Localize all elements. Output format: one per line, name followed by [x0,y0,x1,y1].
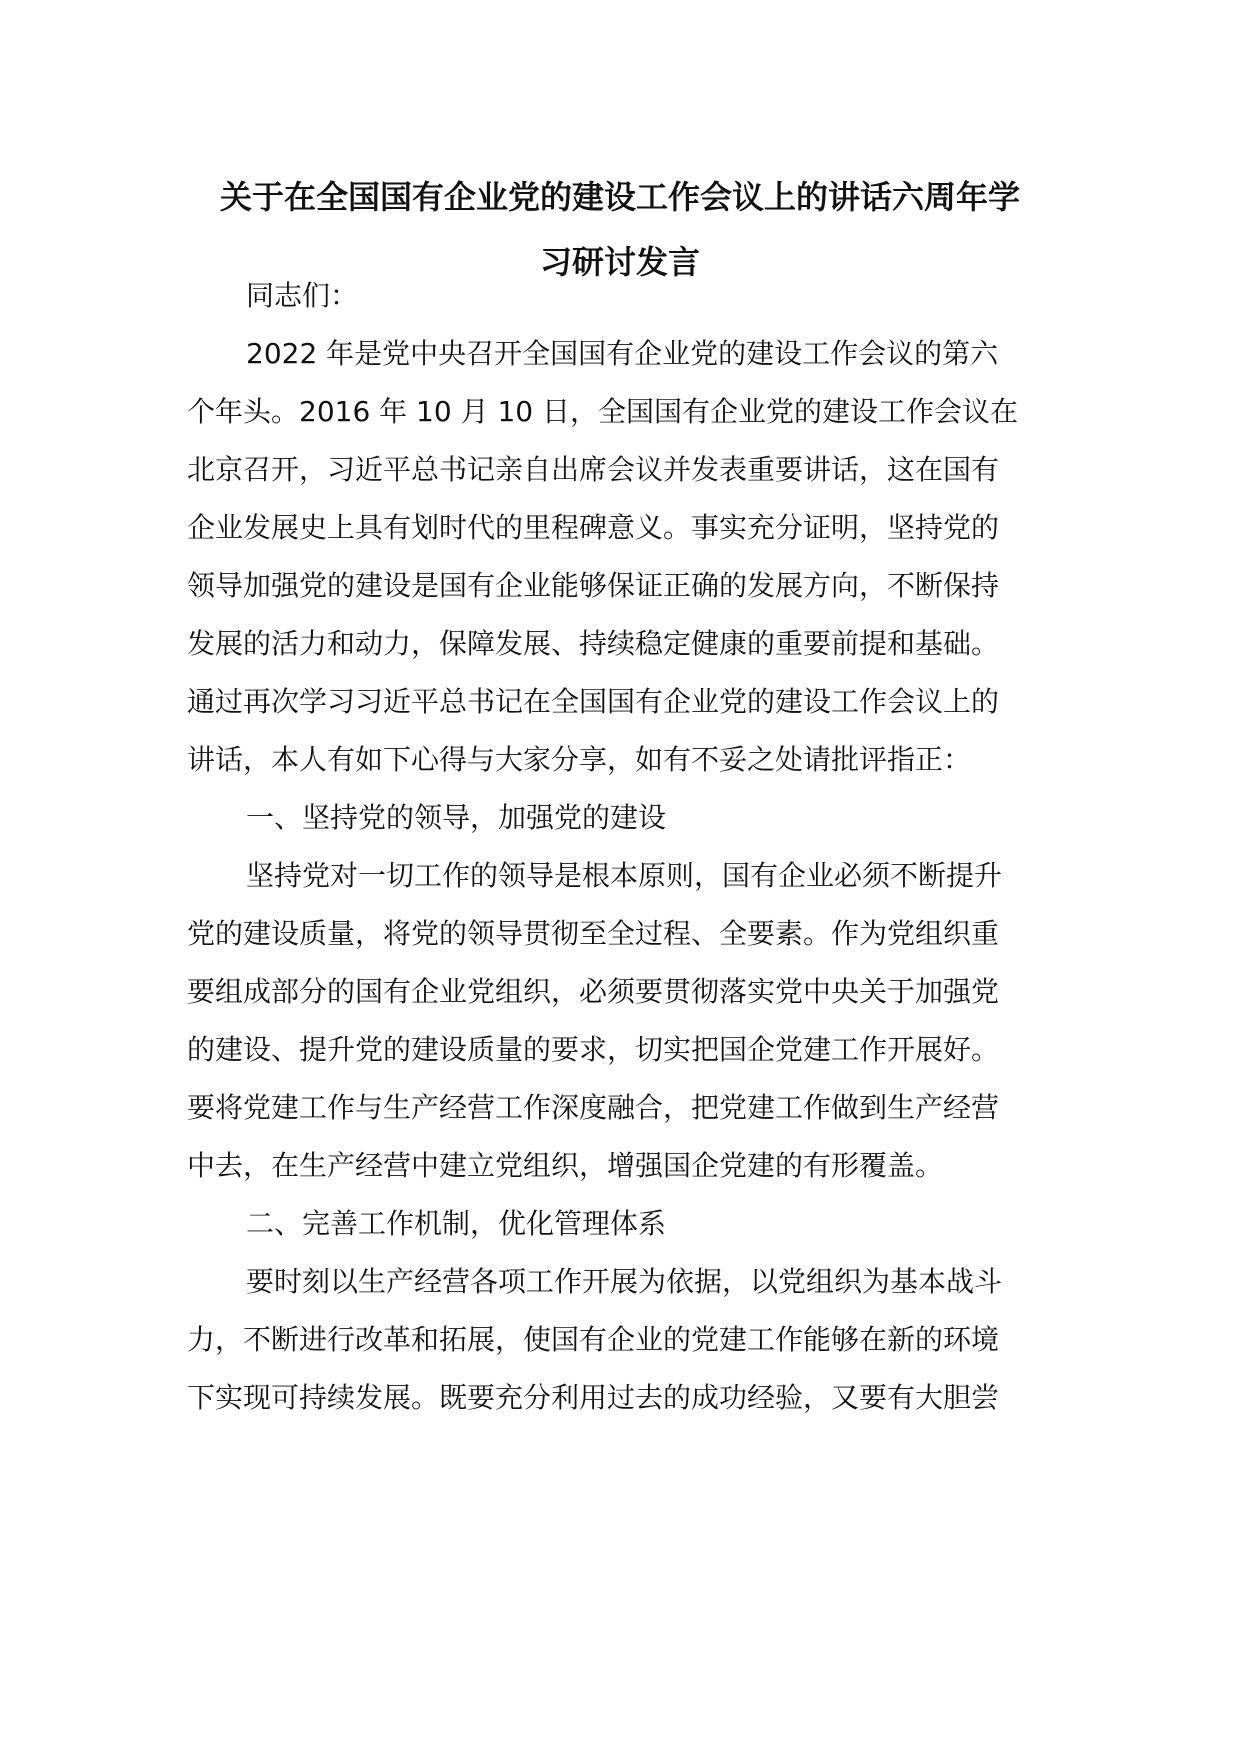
paragraph-line: 要组成部分的国有企业党组织，必须要贯彻落实党中央关于加强党 [187,975,1000,1008]
paragraph-line: 通过再次学习习近平总书记在全国国有企业党的建设工作会议上的 [187,685,1000,718]
paragraph-line: 坚持党对一切工作的领导是根本原则，国有企业必须不断提升 [246,859,1003,892]
section-heading-2: 二、完善工作机制，优化管理体系 [246,1207,667,1240]
paragraph-line: 党的建设质量，将党的领导贯彻至全过程、全要素。作为党组织重 [187,917,1000,950]
paragraph-line: 北京召开，习近平总书记亲自出席会议并发表重要讲话，这在国有 [187,453,1000,486]
paragraph-line: 领导加强党的建设是国有企业能够保证正确的发展方向，不断保持 [187,569,1000,602]
paragraph-line: 要将党建工作与生产经营工作深度融合，把党建工作做到生产经营 [187,1091,1000,1124]
paragraph-line: 发展的活力和动力，保障发展、持续稳定健康的重要前提和基础。 [187,627,1000,660]
paragraph-line: 讲话，本人有如下心得与大家分享，如有不妥之处请批评指正： [187,743,972,776]
salutation: 同志们： [246,279,359,312]
paragraph-line: 力，不断进行改革和拓展，使国有企业的党建工作能够在新的环境 [187,1323,1000,1356]
paragraph-line: 2022 年是党中央召开全国国有企业党的建设工作会议的第六 [246,337,999,370]
paragraph-line: 要时刻以生产经营各项工作开展为依据，以党组织为基本战斗 [246,1265,1003,1298]
paragraph-line: 的建设、提升党的建设质量的要求，切实把国企党建工作开展好。 [187,1033,1000,1066]
paragraph-line: 下实现可持续发展。既要充分利用过去的成功经验，又要有大胆尝 [187,1381,1000,1414]
section-heading-1: 一、坚持党的领导，加强党的建设 [246,801,667,834]
paragraph-line: 企业发展史上具有划时代的里程碑意义。事实充分证明，坚持党的 [187,511,1000,544]
document-title-line-2: 习研讨发言 [539,243,700,281]
paragraph-line: 中去，在生产经营中建立党组织，增强国企党建的有形覆盖。 [187,1149,944,1182]
document-title-line-1: 关于在全国国有企业党的建设工作会议上的讲话六周年学 [219,178,1020,216]
paragraph-line: 个年头。2016 年 10 月 10 日，全国国有企业党的建设工作会议在 [187,395,1019,428]
